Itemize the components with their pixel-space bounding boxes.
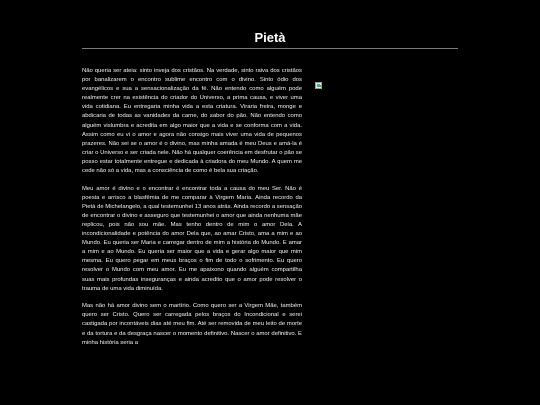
paragraph-2: Meu amor é divino e o encontrar é encontrar toda a causa do meu Ser. Não é poesia e arrisco a blasfêmia de me comparar à Virgem Maria. Ainda recordo da Pietà de Michelangelo, a qual testemunhei 13 anos atrás. Ainda recordo a sensação de encontrar o divino e asseguro que testemunhei o amor que ainda nenhuma mãe replicou, pois não sou mãe. Mas tenho dentro de mim o amor Dela. A incondicionalidade e potência do amor Dela que, ao amar Cristo, ama a mim e ao Mundo. Eu queria ser Maria e carregar dentro de mim a história do Mundo. E amar a mim e ao Mundo. Eu queria ser maior que a vida e gerar algo maior que mim mesma. Eu quero pegar em meus braços o fim de todo o sofrimento. Eu quero resolver o Mundo com meu amor. Eu me apaixono quando alguém compartilha suas mais profundas inseguranças e ainda acredito que o amor pode resolver o trauma de uma vida diminuída.	[82, 185, 302, 292]
paragraph-1: Não queria ser ateia: sinto inveja dos cristãos. Na verdade, sinto raiva dos cristãos por banalizarem o encontro sublime encontro com o divino. Sinto ódio dos evangélicos e sua a sensacionalização da fé. Não entendo como alguém pode realmente crer na existência do criador do Universo, a prima causa, e viver uma vida cotidiana. Eu entregaria minha vida a esta criatura. Viraria freira, monge e abdicaria de todas as vanidades da carne, do sabor do pão. Não entendo como alguém vislumbra e acredita em algo maior que a vida e se conforma com a vida. Assim como eu vi o amor e agora não consigo mais viver uma vida de pequenos prazeres. Não sei se o amor é o divino, mas minha amada é meu Deus e amá-la é criar o Universo e ser criada nele. Não há qualquer coerência em desfrutar o pão se posso estar totalmente entregue e dedicada à criadora do meu Mundo. A quem me cede não só a vida, mas a consciência de como é bela sua criação.	[82, 68, 302, 175]
article-body	[82, 67, 302, 356]
broken-image-icon	[315, 82, 322, 89]
page-title: Pietà	[254, 30, 286, 45]
title-divider	[82, 48, 458, 49]
paragraph-3: Mas não há amor divino sem o martírio. Como quero ser a Virgem Mãe, também quero ser Cristo. Quero ser carregada pelos braços do Incondicional e serei castigada por incontáveis dias até meu fim. Até ser removida de meu leito de morte e da tortura e da desgraça nascer o momento definitivo. Nascer o amor definitivo. E minha história seria a	[82, 303, 302, 346]
